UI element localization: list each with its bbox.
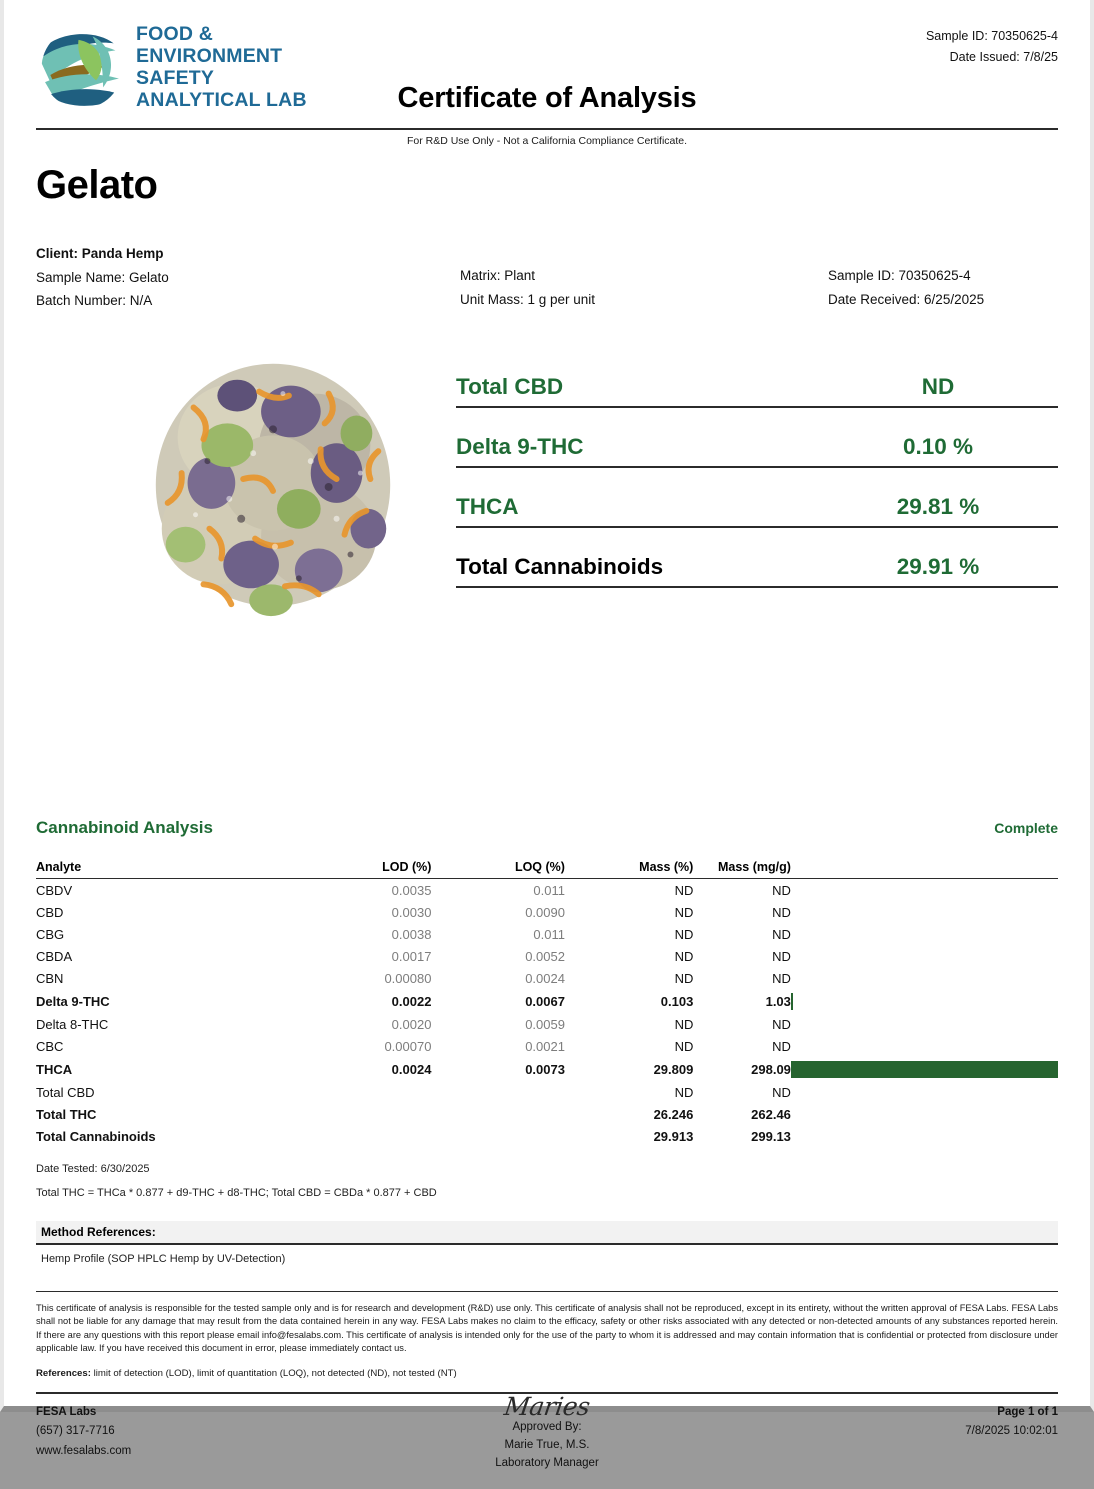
product-photo-cannabis-flower <box>124 334 422 632</box>
logo-line-3: SAFETY <box>136 67 215 89</box>
cell-loq <box>431 1081 565 1103</box>
cell-analyte: THCA <box>36 1061 73 1077</box>
approver-title: Laboratory Manager <box>495 1456 599 1469</box>
references-text: limit of detection (LOD), limit of quantitation (LOQ), not detected (ND), not tested (NT) <box>90 1367 457 1379</box>
sample-info-block <box>36 242 1058 309</box>
summary-row <box>456 426 1058 468</box>
cell-analyte: CBDA <box>36 948 73 964</box>
method-reference-item: Hemp Profile (SOP HPLC Hemp by UV-Detection) <box>41 1253 286 1265</box>
column-header-mass-mgg: Mass (mg/g) <box>693 860 791 879</box>
sample-id-field: Sample ID: 70350625-4 <box>828 268 971 283</box>
sample-name-field: Sample Name: Gelato <box>36 269 169 285</box>
cell-lod: 0.00070 <box>384 1038 432 1054</box>
summary-row <box>456 366 1058 408</box>
client-name: Client: Panda Hemp <box>36 246 164 261</box>
cell-analyte: Delta 9-THC <box>36 993 110 1009</box>
unit-mass-field: Unit Mass: 1 g per unit <box>460 291 596 307</box>
cell-mass-mgg: 299.13 <box>751 1128 791 1144</box>
summary-label-total-cbd: Total CBD <box>456 374 564 399</box>
cell-mass-mgg: 298.09 <box>751 1061 791 1077</box>
cell-loq: 0.0090 <box>525 904 565 920</box>
references-line <box>36 1368 1058 1379</box>
cell-lod <box>293 1103 432 1125</box>
page-footer <box>36 1392 1058 1489</box>
cell-mass-mgg: 262.46 <box>751 1106 791 1122</box>
page-number: Page 1 of 1 <box>997 1405 1058 1418</box>
cell-mass-mgg: ND <box>772 948 791 964</box>
table-header-row <box>36 860 1058 879</box>
cell-mass-mgg: ND <box>772 970 791 986</box>
cell-bar <box>791 967 1058 989</box>
footer-website[interactable]: www.fesalabs.com <box>36 1444 132 1457</box>
header-meta <box>926 26 1058 67</box>
date-received-field: Date Received: 6/25/2025 <box>828 291 985 307</box>
method-references-heading: Method References: <box>36 1221 1058 1245</box>
cell-bar <box>791 1081 1058 1103</box>
signature-image: Maries <box>502 1391 592 1421</box>
cell-mass-pct: 29.913 <box>653 1128 694 1144</box>
column-header-mass-pct: Mass (%) <box>565 860 693 879</box>
summary-row <box>456 546 1058 588</box>
column-header-loq: LOQ (%) <box>431 860 565 879</box>
cell-lod: 0.00080 <box>384 970 432 986</box>
column-header-lod: LOD (%) <box>293 860 432 879</box>
cell-loq: 0.0052 <box>525 948 565 964</box>
table-row <box>36 967 1058 989</box>
cell-bar <box>791 879 1058 902</box>
approver-name: Marie True, M.S. <box>504 1438 590 1451</box>
cell-mass-mgg: ND <box>772 882 791 898</box>
cell-bar <box>791 1057 1058 1081</box>
cell-mass-pct: 29.809 <box>653 1061 694 1077</box>
references-label: References: <box>36 1367 91 1379</box>
cell-lod: 0.0035 <box>391 882 432 898</box>
analysis-section-title: Cannabinoid Analysis <box>36 818 213 837</box>
cell-mass-mgg: ND <box>772 1038 791 1054</box>
table-row <box>36 879 1058 902</box>
cell-mass-pct: ND <box>674 970 694 986</box>
cell-lod: 0.0022 <box>391 993 432 1009</box>
table-row <box>36 901 1058 923</box>
cell-mass-mgg: ND <box>772 1016 791 1032</box>
cell-bar <box>791 1013 1058 1035</box>
summary-label-total-cannabinoids: Total Cannabinoids <box>456 554 664 579</box>
summary-row <box>456 486 1058 528</box>
cell-mass-pct: ND <box>674 882 694 898</box>
summary-value-delta-9-thc: 0.10 % <box>902 434 974 459</box>
page-title: Certificate of Analysis <box>397 82 697 114</box>
table-row <box>36 989 1058 1013</box>
cell-bar <box>791 989 1058 1013</box>
batch-number-field: Batch Number: N/A <box>36 293 153 309</box>
cell-bar <box>791 1035 1058 1057</box>
cell-mass-pct: 26.246 <box>653 1106 694 1122</box>
concentration-bar <box>791 1061 1058 1078</box>
cell-lod <box>293 1081 432 1103</box>
cell-lod: 0.0017 <box>391 948 432 964</box>
cell-loq <box>431 1103 565 1125</box>
cell-lod: 0.0038 <box>391 926 432 942</box>
cell-mass-pct: ND <box>674 1038 694 1054</box>
sample-info-column-left <box>36 242 169 313</box>
footer-page-info <box>965 1403 1058 1442</box>
mid-section <box>36 312 1058 812</box>
table-row <box>36 1013 1058 1035</box>
cannabinoid-analysis-table <box>36 860 1058 1147</box>
cell-analyte: Delta 8-THC <box>36 1016 109 1032</box>
cell-lod: 0.0030 <box>391 904 432 920</box>
cell-mass-pct: ND <box>674 948 694 964</box>
cell-analyte: CBN <box>36 970 64 986</box>
column-header-analyte: Analyte <box>36 860 293 879</box>
column-header-bar <box>791 860 1058 879</box>
cell-analyte: CBD <box>36 904 64 920</box>
cell-mass-mgg: ND <box>772 1084 791 1100</box>
summary-label-delta-9-thc: Delta 9-THC <box>456 434 584 459</box>
footer-lab-name: FESA Labs <box>36 1405 97 1418</box>
cell-lod: 0.0020 <box>391 1016 432 1032</box>
summary-results-panel <box>456 366 1058 606</box>
summary-value-total-cannabinoids: 29.91 % <box>896 554 980 579</box>
logo-line-1: FOOD & <box>136 23 214 46</box>
sample-info-column-right <box>828 264 984 311</box>
header-date-issued: Date Issued: 7/8/25 <box>949 49 1058 64</box>
table-row <box>36 1125 1058 1147</box>
page-header <box>36 0 1058 128</box>
cell-mass-mgg: 1.03 <box>765 993 791 1009</box>
concentration-bar <box>791 993 793 1010</box>
disclaimer-text: This certificate of analysis is responsible for the tested sample only and is for research and development (R&D) use only. This certificate of analysis shall not be reproduced, except in its entirety, without the written approval of FESA Labs. FESA Labs shall not be liable for any damage that may result from the data contained herein in any way. FESA Labs makes no claim to the efficacy, safety or other risks associated with any detected or non-detected amounts of any substances reported herein. If there are any questions with this report please email info@fesalabs.com. This certificate of analysis is intended only for the use of the party to whom it is addressed and may contain information that is confidential or protected from disclosure under applicable law. If you have received this document in error, please immediately contact us. <box>36 1291 1058 1356</box>
cell-mass-mgg: ND <box>772 904 791 920</box>
cell-mass-pct: ND <box>674 1016 694 1032</box>
cell-loq <box>431 1125 565 1147</box>
table-row <box>36 1103 1058 1125</box>
cell-bar <box>791 945 1058 967</box>
matrix-field: Matrix: Plant <box>460 268 536 283</box>
cell-analyte: Total CBD <box>36 1084 95 1100</box>
summary-value-thca: 29.81 % <box>896 494 980 519</box>
cell-mass-pct: ND <box>674 1084 694 1100</box>
cell-bar <box>791 1103 1058 1125</box>
cell-bar <box>791 1125 1058 1147</box>
table-row <box>36 1081 1058 1103</box>
cell-analyte: CBG <box>36 926 65 942</box>
table-row <box>36 1057 1058 1081</box>
formula-note: Total THC = THCa * 0.877 + d9-THC + d8-THC; Total CBD = CBDa * 0.877 + CBD <box>36 1187 437 1199</box>
cell-loq: 0.0073 <box>525 1061 565 1077</box>
cell-mass-mgg: ND <box>772 926 791 942</box>
table-row <box>36 1035 1058 1057</box>
cannabinoid-table-body <box>36 879 1058 1148</box>
analysis-header <box>36 818 1058 838</box>
cell-lod <box>293 1125 432 1147</box>
page-subtitle: For R&D Use Only - Not a California Compliance Certificate. <box>406 135 688 147</box>
cell-mass-pct: ND <box>674 904 694 920</box>
status-badge: Complete <box>994 820 1058 836</box>
cell-loq: 0.0067 <box>525 993 565 1009</box>
cell-analyte: Total THC <box>36 1106 97 1122</box>
approved-by-label: Approved By: <box>512 1420 582 1433</box>
cell-analyte: Total Cannabinoids <box>36 1128 156 1144</box>
footer-approval <box>36 1391 1058 1472</box>
logo-line-4: ANALYTICAL LAB <box>136 88 307 111</box>
cell-mass-pct: ND <box>674 926 694 942</box>
cell-lod: 0.0024 <box>391 1061 432 1077</box>
cell-loq: 0.0024 <box>525 970 565 986</box>
summary-value-total-cbd: ND <box>921 374 955 399</box>
sample-info-column-middle <box>460 264 595 311</box>
header-sample-id: Sample ID: 70350625-4 <box>925 29 1058 43</box>
sample-name-heading: Gelato <box>36 163 158 207</box>
cell-mass-pct: 0.103 <box>660 993 694 1009</box>
cell-bar <box>791 923 1058 945</box>
cell-loq: 0.0059 <box>525 1016 565 1032</box>
summary-label-thca: THCA <box>456 494 519 519</box>
cell-analyte: CBDV <box>36 882 73 898</box>
cell-loq: 0.0021 <box>525 1038 565 1054</box>
cell-loq: 0.011 <box>533 882 565 898</box>
footer-timestamp: 7/8/2025 10:02:01 <box>965 1425 1058 1438</box>
table-row <box>36 945 1058 967</box>
cell-loq: 0.011 <box>533 926 565 942</box>
cell-bar <box>791 901 1058 923</box>
footer-phone: (657) 317-7716 <box>36 1425 115 1438</box>
table-row <box>36 923 1058 945</box>
logo-line-2: ENVIRONMENT <box>136 45 283 68</box>
cell-analyte: CBC <box>36 1038 64 1054</box>
date-tested-note: Date Tested: 6/30/2025 <box>36 1163 150 1175</box>
